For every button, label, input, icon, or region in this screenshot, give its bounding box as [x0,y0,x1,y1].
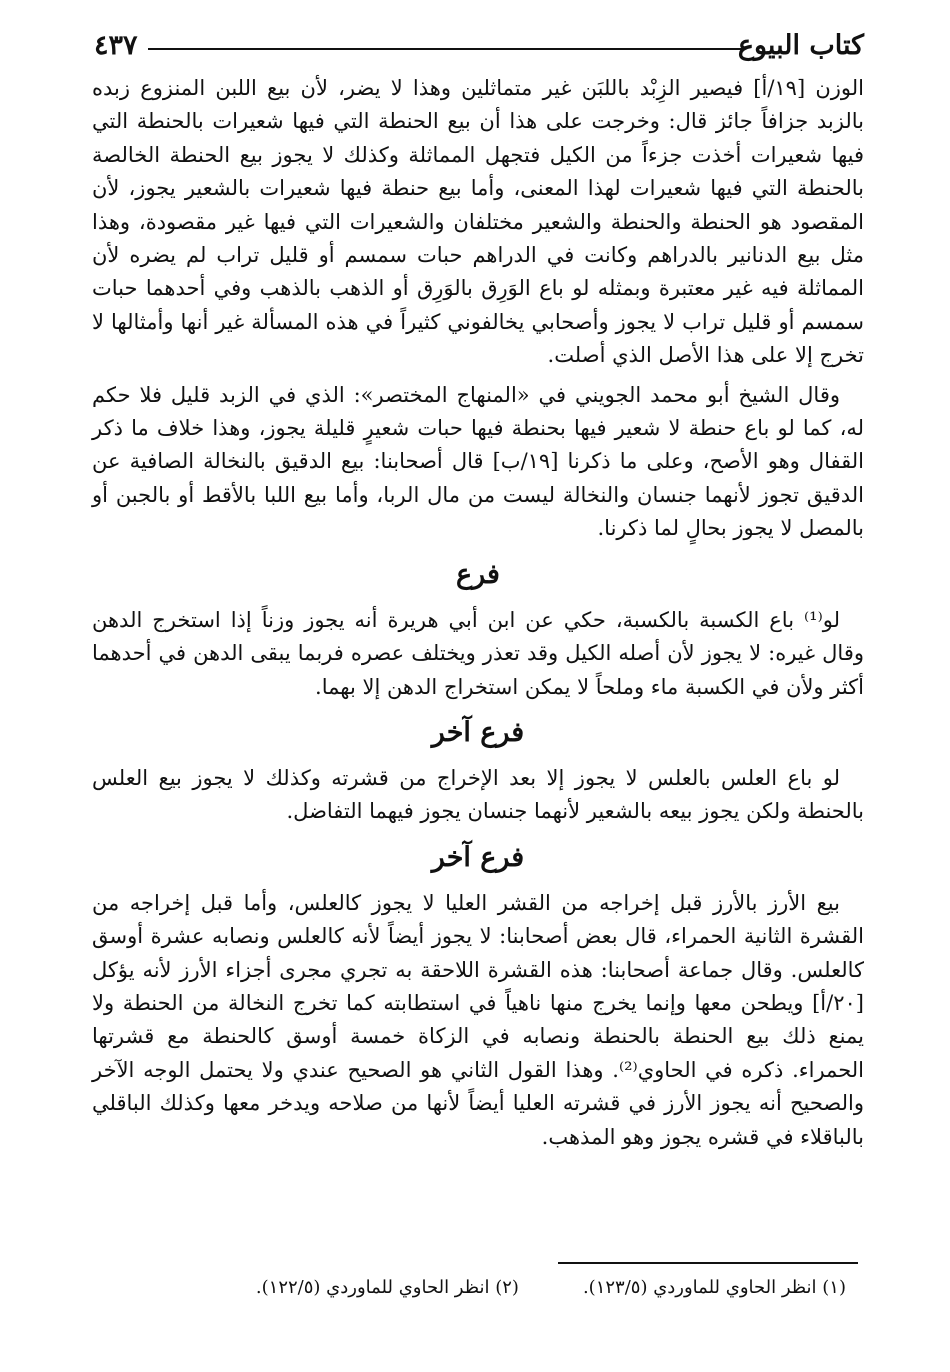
header-rule [148,48,744,50]
paragraph-5: بيع الأرز بالأرز قبل إخراجه من القشر العليا لا يجوز كالعلس، وأما قبل إخراجه من القشرة الثانية الحمراء، قال بعض أصحابنا: لا يجوز أيضاً لأنه كالعلس ونصابه عشرة أوسق كالعلس. وقال جماعة أصحابنا: هذه القشرة اللاحقة به تجري مجرى أجزاء الأرز لأنه يؤكل [٢٠/أ] ويطحن معها وإنما يخرج منها ناهياً في استطابته كما تخرج النخالة من الحنطة ولا يمنع ذلك بيع الحنطة بالحنطة ونصابه في الزكاة خمسة أوسق كالحنطة مع قشرتها الحمراء. ذكره في الحاوي⁽²⁾. وهذا القول الثاني هو الصحيح عندي ولا يحتمل الوجه الآخر والصحيح أنه يجوز الأرز في قشرته العليا أيضاً لأنها من صلاحه ويدخر معها وكذلك الباقلي بالباقلاء في قشره يجوز وهو المذهب. [92,890,864,1149]
paragraph-4: لو باع العلس بالعلس لا يجوز إلا بعد الإخراج من قشرته وكذلك لا يجوز بيع العلس بالحنطة ولكن يجوز بيعه بالشعير لأنهما جنسان يجوز فيهما التفاضل. [92,765,864,824]
paragraph-1: الوزن [١٩/أ] فيصير الزِبْد باللبَن غير متماثلين وهذا لا يضر، لأن بيع اللبن المنزوع زبده بالزبد جزافاً جائز قال: وخرجت على هذا أن بيع الحنطة التي فيها شعيرات بالحنطة التي فيها شعيرات أخذت جزءاً من الكيل فتجهل المماثلة وكذلك لا يجوز بيع الحنطة الخالصة بالحنطة التي فيها شعيرات لهذا المعنى، وأما بيع حنطة فيها شعيرات بالشعير يجوز، لأن المقصود هو الحنطة والحنطة والشعير مختلفان والشعيرات التي فيها غير مقصودة، وهذا مثل بيع الدنانير بالدراهم وكانت في الدراهم حبات سمسم أو قليل تراب لم يضره لأن المماثلة فيه غير معتبرة وبمثله لو باع الوَرِق بالوَرِق أو الذهب بالذهب وفي أحدهما حبات سمسم أو قليل تراب لا يجوز وأصحابي يخالفوني كثيراً في هذه المسألة غير أنها وأمثالها لا تخرج إلا على هذا الأصل الذي أصلت. [92,76,864,368]
footnote-2: (٢) انظر الحاوي للماوردي (١٢٢/٥). [255,1277,519,1298]
paragraph-3: لو⁽¹⁾ باع الكسبة بالكسبة، حكي عن ابن أبي هريرة أنه يجوز وزناً إذا استخرج الدهن وقال غيره: لا يجوز لأن أصله الكيل وقد تعذر ويختلف عصره فربما يبقى الدهن في أحدهما أكثر ولأن في الكسبة ماء وملحاً لا يمكن استخراج الدهن إلا بهما. [92,607,864,699]
section-heading-3: فرع آخر [431,841,525,873]
footnotes [86,1274,846,1302]
main-text [92,72,864,1154]
footnote-1: (١) انظر الحاوي للماوردي (١٢٣/٥). [582,1277,846,1298]
paragraph-2: وقال الشيخ أبو محمد الجويني في «المنهاج المختصر»: الذي في الزبد قليل فلا حكم له، كما لو باع حنطة لا شعير فيها بحنطة فيها حبات شعيرٍ قليلة يجوز، وهذا خلاف ما ذكر القفال وهو الأصح، وعلى ما ذكرنا [١٩/ب] قال أصحابنا: بيع الدقيق بالنخالة الصافية عن الدقيق تجوز لأنهما جنسان والنخالة ليست من مال الربا، وأما بيع اللبا بالأقط أو بالجبن أو بالمصل لا يجوز بحالٍ لما ذكرنا. [92,382,865,541]
chapter-title: كتاب البيوع [737,30,864,61]
page-number: ٤٣٧ [94,30,138,61]
section-heading-2: فرع آخر [431,716,525,748]
section-heading-1: فرع [456,558,500,590]
footnote-rule [558,1262,858,1264]
page-header [94,26,864,66]
